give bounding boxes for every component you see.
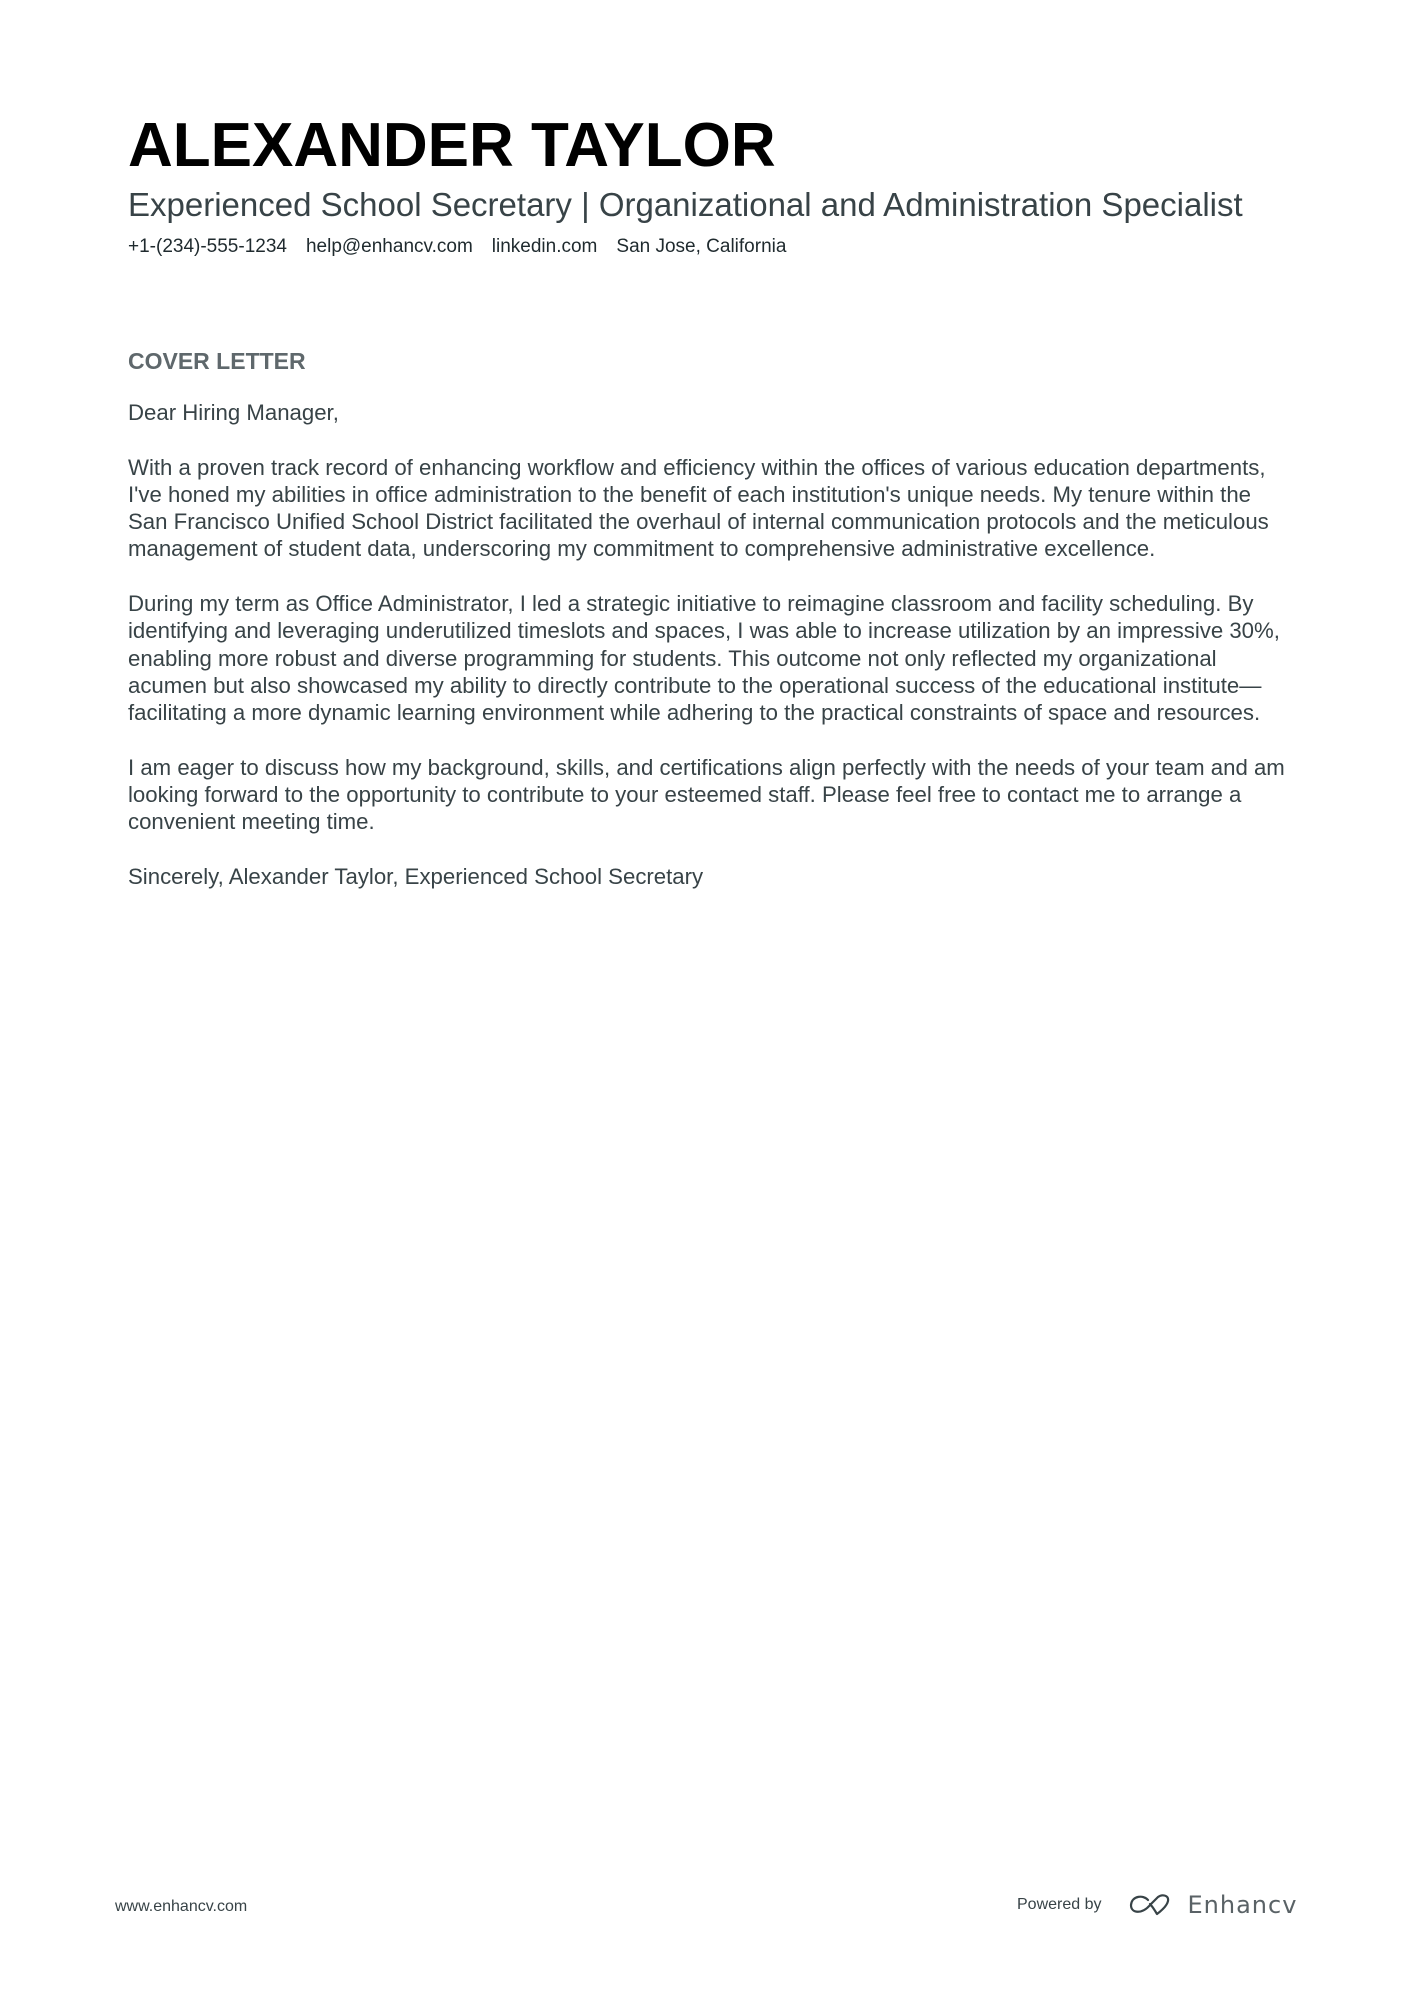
contact-email[interactable]: help@enhancv.com [305,236,473,257]
letter-paragraph: I am eager to discuss how my background, skills, and certifications align perfectly with the needs of your team and am looking forward to the opportunity to contribute to your esteemed staff. Please feel free to contact me to arrange a convenient meeting time. [128,754,1285,835]
contact-linkedin[interactable]: linkedin.com [491,236,598,257]
letter-paragraph: With a proven track record of enhancing workflow and efficiency within the offices of various education departments, I've honed my abilities in office administration to the benefit of each institution's unique needs. My tenure within the San Francisco Unified School District facilitated the overhaul of internal communication protocols and the meticulous management of student data, underscoring my commitment to comprehensive administrative excellence. [128,454,1269,562]
closing: Sincerely, Alexander Taylor, Experienced School Secretary [128,864,704,890]
footer-branding[interactable] [1017,1888,1297,1922]
enhancv-brand-text: Enhancv [1187,1891,1298,1919]
enhancv-logo-icon [1128,1892,1176,1918]
candidate-name: ALEXANDER TAYLOR [128,111,776,180]
contact-phone: +1-(234)-555-1234 [128,236,287,257]
candidate-title: Experienced School Secretary | Organizational and Administration Specialist [128,186,1243,223]
footer-website-link[interactable]: www.enhancv.com [115,1898,248,1915]
salutation: Dear Hiring Manager, [128,400,339,425]
contact-info [128,233,786,261]
letter-body [128,399,1288,918]
letter-paragraph: During my term as Office Administrator, I led a strategic initiative to reimagine classroom and facility scheduling. By identifying and leveraging underutilized timeslots and spaces, I was able to increase utilization by an impressive 30%, enabling more robust and diverse programming for students. This outcome not only reflected my organizational acumen but also showcased my ability to directly contribute to the operational success of the educational institute—facilitating a more dynamic learning environment while adhering to the practical constraints of space and resources. [128,591,1280,726]
section-heading: COVER LETTER [128,348,306,374]
powered-by-label: Powered by [1017,1896,1102,1913]
contact-location: San Jose, California [616,236,787,257]
